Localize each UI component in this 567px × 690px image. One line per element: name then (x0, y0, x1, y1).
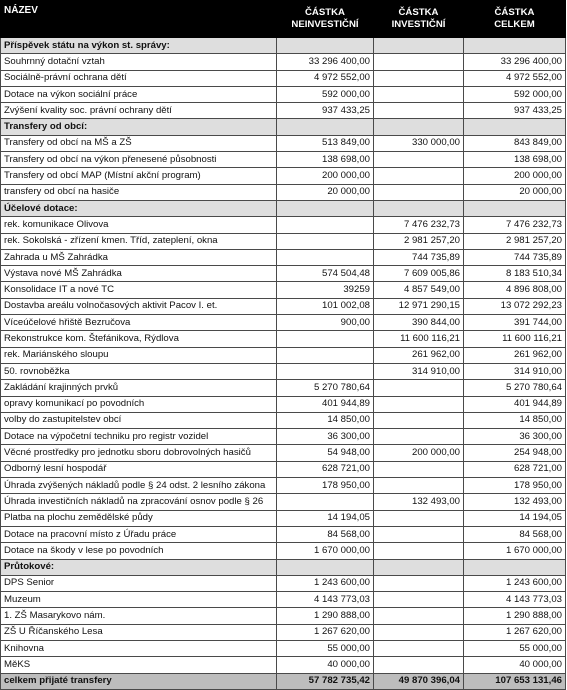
cell-noninvestment: 200 000,00 (277, 168, 374, 184)
cell-investment (374, 559, 464, 575)
cell-noninvestment: 900,00 (277, 315, 374, 331)
cell-name: Dotace na výkon sociální práce (1, 86, 277, 102)
cell-total: 138 698,00 (464, 152, 566, 168)
cell-investment: 132 493,00 (374, 494, 464, 510)
table-row (1, 445, 566, 461)
table-row (1, 266, 566, 282)
cell-investment (374, 119, 464, 135)
table-row (1, 249, 566, 265)
cell-noninvestment: 401 944,89 (277, 396, 374, 412)
cell-total: 5 270 780,64 (464, 380, 566, 396)
cell-investment: 744 735,89 (374, 249, 464, 265)
cell-total: 1 290 888,00 (464, 608, 566, 624)
table-row (1, 54, 566, 70)
cell-total: 2 981 257,20 (464, 233, 566, 249)
cell-name: Sociálně-právní ochrana dětí (1, 70, 277, 86)
table-row (1, 70, 566, 86)
cell-total: 200 000,00 (464, 168, 566, 184)
cell-investment (374, 510, 464, 526)
cell-total: 8 183 510,34 (464, 266, 566, 282)
cell-investment (374, 624, 464, 640)
header-row (1, 1, 566, 38)
table-row (1, 624, 566, 640)
cell-noninvestment: 57 782 735,42 (277, 673, 374, 689)
cell-investment: 390 844,00 (374, 315, 464, 331)
cell-name: Zvýšení kvality soc. právní ochrany dětí (1, 103, 277, 119)
section-row (1, 200, 566, 216)
table-row (1, 184, 566, 200)
cell-name: ZŠ U Říčanského Lesa (1, 624, 277, 640)
cell-investment (374, 103, 464, 119)
cell-total: 314 910,00 (464, 363, 566, 379)
cell-investment (374, 396, 464, 412)
cell-name: rek. Mariánského sloupu (1, 347, 277, 363)
cell-noninvestment: 574 504,48 (277, 266, 374, 282)
cell-total: 261 962,00 (464, 347, 566, 363)
table-row (1, 135, 566, 151)
table-row (1, 510, 566, 526)
cell-noninvestment: 20 000,00 (277, 184, 374, 200)
cell-name: Výstava nové MŠ Zahrádka (1, 266, 277, 282)
cell-name: Transfery od obcí na MŠ a ZŠ (1, 135, 277, 151)
cell-name: Transfery od obcí: (1, 119, 277, 135)
cell-name: transfery od obcí na hasiče (1, 184, 277, 200)
table-header (1, 1, 566, 38)
cell-total: 592 000,00 (464, 86, 566, 102)
cell-total (464, 559, 566, 575)
cell-name: Dostavba areálu volnočasových aktivit Pacov I. et. (1, 298, 277, 314)
cell-name: Zahrada u MŠ Zahrádka (1, 249, 277, 265)
cell-investment (374, 184, 464, 200)
table-row (1, 429, 566, 445)
cell-name: MěKS (1, 657, 277, 673)
cell-total: 11 600 116,21 (464, 331, 566, 347)
cell-noninvestment: 1 290 888,00 (277, 608, 374, 624)
cell-investment (374, 592, 464, 608)
header-investment (374, 1, 464, 38)
cell-total: 7 476 232,73 (464, 217, 566, 233)
cell-investment: 261 962,00 (374, 347, 464, 363)
cell-total: 1 670 000,00 (464, 543, 566, 559)
cell-name: Konsolidace IT a nové TC (1, 282, 277, 298)
table-row (1, 282, 566, 298)
table-body (1, 38, 566, 690)
table-row (1, 543, 566, 559)
header-noninvestment (277, 1, 374, 38)
cell-investment: 49 870 396,04 (374, 673, 464, 689)
cell-total: 401 944,89 (464, 396, 566, 412)
cell-name: Příspěvek státu na výkon st. správy: (1, 38, 277, 54)
cell-investment (374, 168, 464, 184)
table-row (1, 331, 566, 347)
cell-investment (374, 640, 464, 656)
cell-noninvestment (277, 494, 374, 510)
header-investment-line2: INVESTIČNÍ (391, 19, 446, 30)
cell-investment (374, 70, 464, 86)
cell-noninvestment: 36 300,00 (277, 429, 374, 445)
cell-investment (374, 575, 464, 591)
cell-noninvestment: 54 948,00 (277, 445, 374, 461)
cell-total: 4 143 773,03 (464, 592, 566, 608)
cell-total: 40 000,00 (464, 657, 566, 673)
cell-name: Věcné prostředky pro jednotku sboru dobrovolných hasičů (1, 445, 277, 461)
cell-name: 50. rovnoběžka (1, 363, 277, 379)
cell-investment (374, 526, 464, 542)
cell-investment (374, 461, 464, 477)
cell-total: 1 243 600,00 (464, 575, 566, 591)
cell-noninvestment: 40 000,00 (277, 657, 374, 673)
cell-noninvestment (277, 233, 374, 249)
table-row (1, 168, 566, 184)
table-row (1, 396, 566, 412)
cell-name: Dotace na pracovní místo z Úřadu práce (1, 526, 277, 542)
table-row (1, 298, 566, 314)
cell-name: Knihovna (1, 640, 277, 656)
total-row (1, 673, 566, 689)
cell-total: 4 896 808,00 (464, 282, 566, 298)
table-row (1, 478, 566, 494)
table-row (1, 103, 566, 119)
cell-total (464, 200, 566, 216)
cell-noninvestment: 592 000,00 (277, 86, 374, 102)
cell-noninvestment (277, 363, 374, 379)
cell-noninvestment: 513 849,00 (277, 135, 374, 151)
table-row (1, 315, 566, 331)
cell-name: Úhrada zvýšených nákladů podle § 24 odst. 2 lesního zákona (1, 478, 277, 494)
cell-noninvestment (277, 347, 374, 363)
cell-total: 13 072 292,23 (464, 298, 566, 314)
cell-name: Účelové dotace: (1, 200, 277, 216)
cell-noninvestment: 4 972 552,00 (277, 70, 374, 86)
cell-noninvestment: 1 267 620,00 (277, 624, 374, 640)
cell-investment: 11 600 116,21 (374, 331, 464, 347)
cell-investment (374, 38, 464, 54)
cell-investment: 2 981 257,20 (374, 233, 464, 249)
cell-total: 843 849,00 (464, 135, 566, 151)
cell-name: Transfery od obcí MAP (Místní akční program) (1, 168, 277, 184)
cell-investment: 7 609 005,86 (374, 266, 464, 282)
cell-noninvestment (277, 249, 374, 265)
cell-name: DPS Senior (1, 575, 277, 591)
cell-total (464, 38, 566, 54)
cell-noninvestment: 5 270 780,64 (277, 380, 374, 396)
cell-investment: 330 000,00 (374, 135, 464, 151)
header-total-line2: CELKEM (494, 19, 535, 30)
cell-name: Odborný lesní hospodář (1, 461, 277, 477)
cell-investment (374, 478, 464, 494)
cell-name: Rekonstrukce kom. Štefánikova, Rýdlova (1, 331, 277, 347)
cell-total: 84 568,00 (464, 526, 566, 542)
cell-total: 937 433,25 (464, 103, 566, 119)
cell-noninvestment: 1 243 600,00 (277, 575, 374, 591)
table-row (1, 640, 566, 656)
cell-noninvestment: 84 568,00 (277, 526, 374, 542)
cell-name: Souhrnný dotační vztah (1, 54, 277, 70)
cell-total: 628 721,00 (464, 461, 566, 477)
cell-noninvestment (277, 331, 374, 347)
cell-name: opravy komunikací po povodních (1, 396, 277, 412)
cell-noninvestment: 14 194,05 (277, 510, 374, 526)
cell-name: Úhrada investičních nákladů na zpracování osnov podle § 26 (1, 494, 277, 510)
cell-total: 744 735,89 (464, 249, 566, 265)
cell-noninvestment: 101 002,08 (277, 298, 374, 314)
cell-investment (374, 380, 464, 396)
cell-investment (374, 543, 464, 559)
cell-investment (374, 200, 464, 216)
cell-total (464, 119, 566, 135)
cell-investment (374, 429, 464, 445)
cell-investment: 12 971 290,15 (374, 298, 464, 314)
cell-investment (374, 657, 464, 673)
header-name: NÁZEV (1, 1, 277, 38)
table-row (1, 592, 566, 608)
table-row (1, 494, 566, 510)
cell-noninvestment (277, 200, 374, 216)
cell-name: Zakládání krajinných prvků (1, 380, 277, 396)
table-row (1, 347, 566, 363)
cell-investment (374, 86, 464, 102)
table-row (1, 608, 566, 624)
cell-name: Průtokové: (1, 559, 277, 575)
table-row (1, 86, 566, 102)
table-row (1, 152, 566, 168)
cell-name: Muzeum (1, 592, 277, 608)
cell-noninvestment: 937 433,25 (277, 103, 374, 119)
table-row (1, 363, 566, 379)
cell-name: Dotace na výpočetní techniku pro registr vozidel (1, 429, 277, 445)
table-row (1, 233, 566, 249)
cell-name: celkem přijaté transfery (1, 673, 277, 689)
header-investment-line1: ČÁSTKA (398, 7, 439, 18)
cell-noninvestment: 178 950,00 (277, 478, 374, 494)
cell-noninvestment: 1 670 000,00 (277, 543, 374, 559)
cell-total: 107 653 131,46 (464, 673, 566, 689)
cell-total: 178 950,00 (464, 478, 566, 494)
cell-total: 55 000,00 (464, 640, 566, 656)
cell-total: 20 000,00 (464, 184, 566, 200)
cell-name: Víceúčelové hřiště Bezručova (1, 315, 277, 331)
cell-investment (374, 54, 464, 70)
cell-noninvestment (277, 119, 374, 135)
table-row (1, 575, 566, 591)
cell-investment: 4 857 549,00 (374, 282, 464, 298)
section-row (1, 559, 566, 575)
table-row (1, 380, 566, 396)
cell-noninvestment: 14 850,00 (277, 412, 374, 428)
cell-noninvestment: 55 000,00 (277, 640, 374, 656)
cell-total: 4 972 552,00 (464, 70, 566, 86)
cell-name: 1. ZŠ Masarykovo nám. (1, 608, 277, 624)
cell-noninvestment: 628 721,00 (277, 461, 374, 477)
header-noninvestment-line1: ČÁSTKA (305, 7, 345, 18)
cell-noninvestment: 39259 (277, 282, 374, 298)
section-row (1, 38, 566, 54)
table-row (1, 217, 566, 233)
cell-name: Dotace na škody v lese po povodních (1, 543, 277, 559)
section-row (1, 119, 566, 135)
cell-total: 14 194,05 (464, 510, 566, 526)
header-total (464, 1, 566, 38)
cell-total: 254 948,00 (464, 445, 566, 461)
cell-investment: 7 476 232,73 (374, 217, 464, 233)
cell-name: Platba na plochu zemědělské půdy (1, 510, 277, 526)
cell-noninvestment (277, 38, 374, 54)
cell-name: volby do zastupitelstev obcí (1, 412, 277, 428)
table-row (1, 461, 566, 477)
table-row (1, 526, 566, 542)
cell-name: rek. komunikace Olivova (1, 217, 277, 233)
cell-total: 391 744,00 (464, 315, 566, 331)
cell-total: 14 850,00 (464, 412, 566, 428)
cell-name: rek. Sokolská - zřízení kmen. Tříd, zateplení, okna (1, 233, 277, 249)
cell-noninvestment: 4 143 773,03 (277, 592, 374, 608)
cell-investment: 314 910,00 (374, 363, 464, 379)
cell-noninvestment (277, 217, 374, 233)
cell-noninvestment (277, 559, 374, 575)
cell-name: Transfery od obcí na výkon přenesené působnosti (1, 152, 277, 168)
header-noninvestment-line2: NEINVESTIČNÍ (291, 19, 359, 30)
cell-noninvestment: 138 698,00 (277, 152, 374, 168)
header-total-line1: ČÁSTKA (494, 7, 535, 18)
cell-investment: 200 000,00 (374, 445, 464, 461)
cell-investment (374, 608, 464, 624)
table-row (1, 412, 566, 428)
cell-investment (374, 412, 464, 428)
cell-investment (374, 152, 464, 168)
table-row (1, 657, 566, 673)
cell-total: 36 300,00 (464, 429, 566, 445)
cell-total: 33 296 400,00 (464, 54, 566, 70)
cell-total: 132 493,00 (464, 494, 566, 510)
cell-noninvestment: 33 296 400,00 (277, 54, 374, 70)
cell-total: 1 267 620,00 (464, 624, 566, 640)
